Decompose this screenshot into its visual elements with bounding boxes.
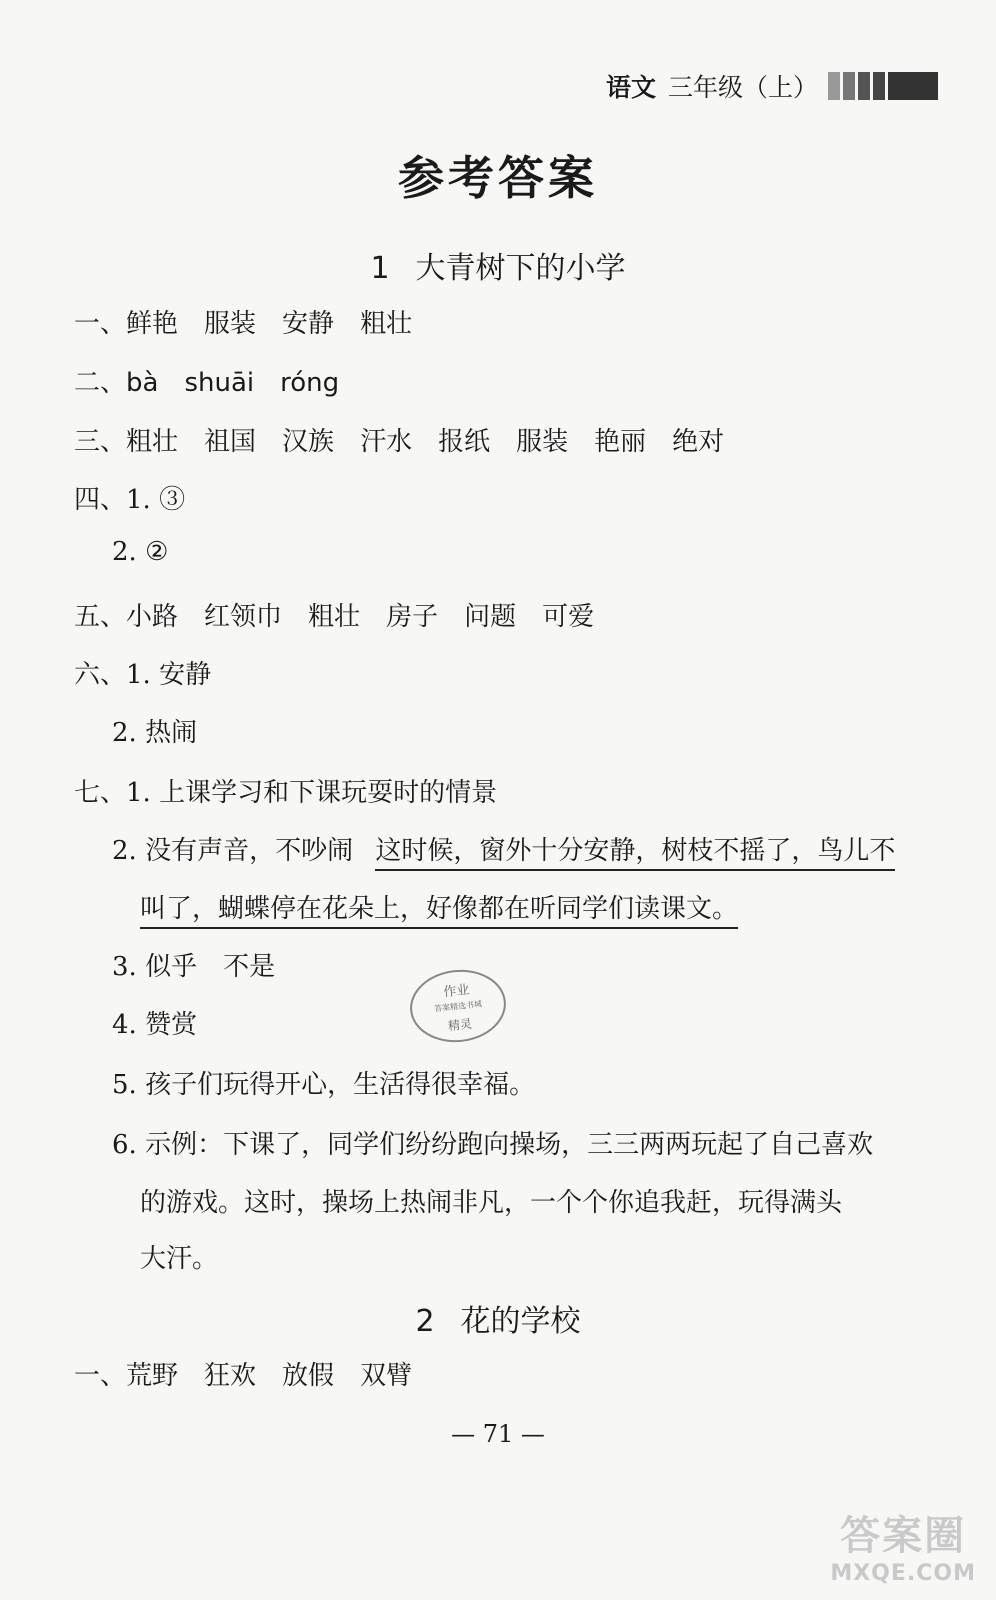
watermark-url: MXQE.COM <box>830 1561 976 1586</box>
page-header <box>606 68 938 104</box>
answer-word: 报纸 <box>438 427 491 457</box>
lesson-number: 2 <box>415 1304 435 1339</box>
page-title: 参考答案 <box>398 151 598 205</box>
answer-word: 安静 <box>282 309 335 339</box>
answer-word: 红领巾 <box>204 602 283 632</box>
answer-q7-1 <box>74 772 497 809</box>
answer-word: 荒野 <box>126 1361 179 1391</box>
answer-q5 <box>74 596 620 633</box>
lesson-1-heading <box>0 243 996 287</box>
answer-word: 狂欢 <box>204 1361 257 1391</box>
answer-word: 粗壮 <box>308 602 361 632</box>
watermark-logo <box>830 1504 976 1586</box>
answer-word: 祖国 <box>204 427 257 457</box>
answer-word: 可爱 <box>542 602 595 632</box>
answer-word: 鲜艳 <box>126 309 179 339</box>
answer-word: 小路 <box>126 602 179 632</box>
answer-q7-4: 4. 赞赏 <box>112 1010 198 1040</box>
answer-q7-2-line2 <box>140 888 738 925</box>
lesson-name: 花的学校 <box>460 1304 581 1339</box>
answer-q4-1 <box>74 479 185 516</box>
stamp-seal <box>406 965 509 1047</box>
answer-word: 艳丽 <box>594 427 647 457</box>
header-decoration-bars <box>828 72 938 100</box>
answer-q2 <box>74 362 365 399</box>
answer-q7-5: 5. 孩子们玩得开心，生活得很幸福。 <box>112 1070 536 1100</box>
header-subject: 语文 <box>605 73 656 102</box>
underlined-sentence: 叫了，蝴蝶停在花朵上，好像都在听同学们读课文。 <box>140 894 738 929</box>
q-label: 六、 <box>74 660 127 690</box>
answer-q1 <box>74 303 438 340</box>
q-label: 七、 <box>74 778 127 808</box>
watermark-text: 答案圈 <box>840 1513 967 1559</box>
answer-word: 绝对 <box>672 427 725 457</box>
lesson-number: 1 <box>370 251 390 286</box>
answer-text: 1. 安静 <box>126 660 212 690</box>
answer-l2-q1 <box>74 1355 438 1392</box>
answer-q7-6-line1: 6. 示例：下课了，同学们纷纷跑向操场，三三两两玩起了自己喜欢 <box>112 1130 874 1160</box>
underlined-sentence: 这时候，窗外十分安静，树枝不摇了，鸟儿不 <box>375 836 895 871</box>
answer-q7-6-line2: 的游戏。这时，操场上热闹非凡，一个个你追我赶，玩得满头 <box>140 1188 843 1218</box>
page-number: — 71 — <box>451 1420 545 1448</box>
answer-word: 问题 <box>464 602 517 632</box>
answer-pinyin: shuāi <box>184 368 255 398</box>
lesson-name: 大青树下的小学 <box>415 251 626 286</box>
answer-q7-3: 3. 似乎 不是 <box>112 952 276 982</box>
answer-word: 粗壮 <box>126 427 179 457</box>
answer-word: 服装 <box>204 309 257 339</box>
answer-text: 2. 没有声音，不吵闹 <box>112 836 354 866</box>
answer-word: 双臂 <box>360 1361 413 1391</box>
stamp-text-3: 精灵 <box>447 1016 473 1034</box>
answer-word: 放假 <box>282 1361 335 1391</box>
q-label: 三、 <box>74 427 127 457</box>
answer-q4-2: 2. ② <box>112 537 169 567</box>
q-label: 五、 <box>74 602 127 632</box>
answer-q6-2: 2. 热闹 <box>112 718 198 748</box>
answer-word: 汗水 <box>360 427 413 457</box>
stamp-text-1: 作业 <box>442 982 471 1001</box>
answer-q7-2-line1 <box>112 830 895 867</box>
answer-q3 <box>74 421 750 458</box>
answer-word: 房子 <box>386 602 439 632</box>
q-label: 二、 <box>74 368 127 398</box>
answer-word: 汉族 <box>282 427 335 457</box>
answer-pinyin: bà <box>126 368 159 398</box>
lesson-2-heading <box>0 1296 996 1340</box>
stamp-text-2: 答案精选书城 <box>433 999 483 1014</box>
header-grade: 三年级（上） <box>667 73 818 102</box>
answer-text: 1. ③ <box>126 485 186 515</box>
answer-pinyin: róng <box>280 368 340 398</box>
answer-q6-1 <box>74 654 211 691</box>
answer-q7-6-line3: 大汗。 <box>140 1244 219 1274</box>
q-label: 一、 <box>74 1361 127 1391</box>
q-label: 一、 <box>74 309 127 339</box>
answer-word: 粗壮 <box>360 309 413 339</box>
answer-text: 1. 上课学习和下课玩耍时的情景 <box>126 778 498 808</box>
q-label: 四、 <box>74 485 127 515</box>
answer-word: 服装 <box>516 427 569 457</box>
